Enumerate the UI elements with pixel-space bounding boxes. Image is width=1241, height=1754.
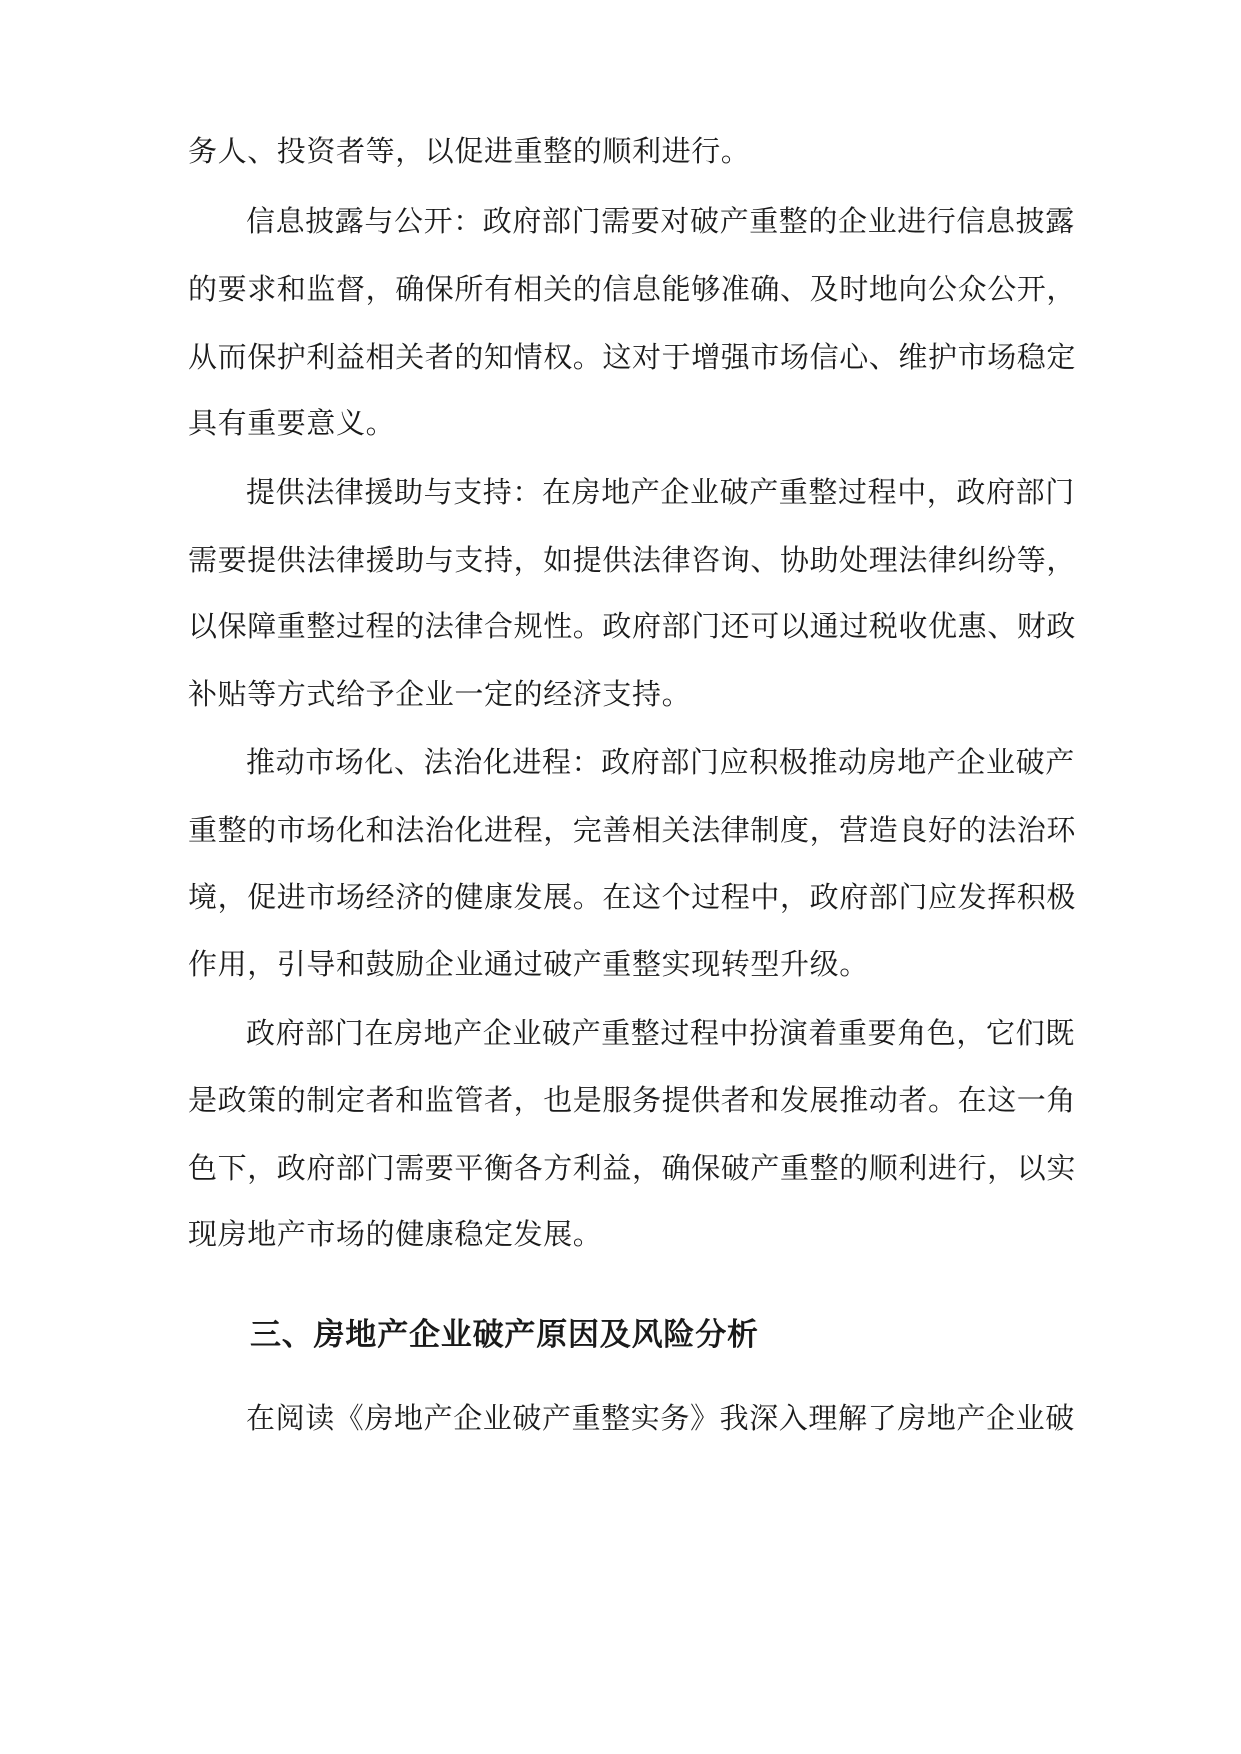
- paragraph-line: 信息披露与公开：政府部门需要对破产重整的企业进行信息披露: [246, 204, 1075, 238]
- paragraph-line: 推动市场化、法治化进程：政府部门应积极推动房地产企业破产: [246, 745, 1075, 779]
- paragraph-line: 色下，政府部门需要平衡各方利益，确保破产重整的顺利进行，以实: [188, 1151, 1077, 1185]
- paragraph-line: 务人、投资者等，以促进重整的顺利进行。: [188, 134, 751, 168]
- paragraph-line: 从而保护利益相关者的知情权。这对于增强市场信心、维护市场稳定: [188, 340, 1077, 374]
- paragraph-line: 的要求和监督，确保所有相关的信息能够准确、及时地向公众公开，: [188, 272, 1077, 306]
- paragraph-line: 以保障重整过程的法律合规性。政府部门还可以通过税收优惠、财政: [188, 609, 1077, 643]
- paragraph-line: 重整的市场化和法治化进程，完善相关法律制度，营造良好的法治环: [188, 813, 1077, 847]
- section-heading: 三、房地产企业破产原因及风险分析: [250, 1317, 759, 1353]
- paragraph-line: 需要提供法律援助与支持，如提供法律咨询、协助处理法律纠纷等，: [188, 543, 1077, 577]
- paragraph-line: 补贴等方式给予企业一定的经济支持。: [188, 677, 692, 711]
- paragraph-line: 在阅读《房地产企业破产重整实务》我深入理解了房地产企业破: [246, 1401, 1075, 1435]
- paragraph-line: 作用，引导和鼓励企业通过破产重整实现转型升级。: [188, 947, 869, 981]
- paragraph-line: 是政策的制定者和监管者，也是服务提供者和发展推动者。在这一角: [188, 1083, 1077, 1117]
- paragraph-line: 现房地产市场的健康稳定发展。: [188, 1217, 603, 1251]
- paragraph-line: 政府部门在房地产企业破产重整过程中扮演着重要角色，它们既: [246, 1016, 1075, 1050]
- paragraph-line: 具有重要意义。: [188, 406, 396, 440]
- paragraph-line: 境，促进市场经济的健康发展。在这个过程中，政府部门应发挥积极: [188, 880, 1077, 914]
- paragraph-line: 提供法律援助与支持：在房地产企业破产重整过程中，政府部门: [246, 475, 1075, 509]
